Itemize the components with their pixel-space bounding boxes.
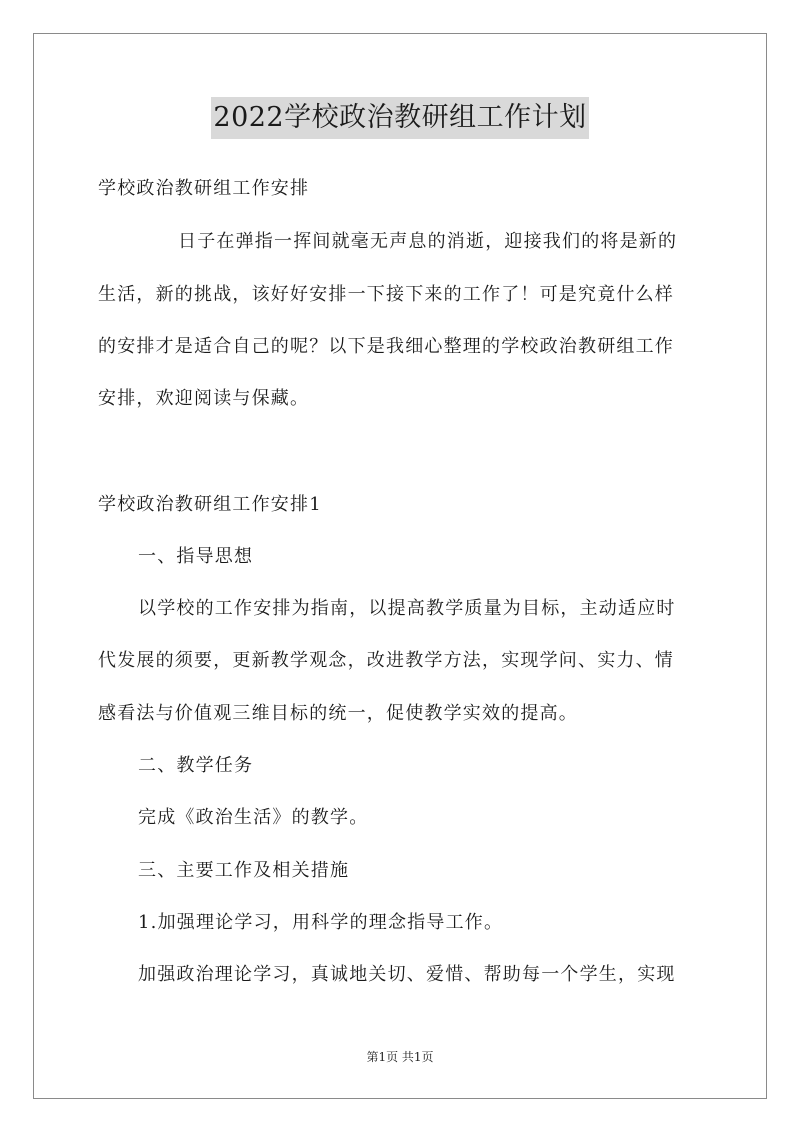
paragraph-line: 的安排才是适合自己的呢？以下是我细心整理的学校政治教研组工作 — [98, 336, 674, 357]
paragraph-line: 完成《政治生活》的教学。 — [138, 807, 369, 828]
page-footer: 第1页 共1页 — [366, 1050, 434, 1064]
section-heading: 学校政治教研组工作安排1 — [98, 494, 322, 515]
paragraph-line: 日子在弹指一挥间就毫无声息的消逝，迎接我们的将是新的 — [178, 231, 678, 252]
subsection-heading: 一、指导思想 — [138, 546, 254, 567]
document-title: 2022学校政治教研组工作计划 — [211, 97, 588, 139]
subtitle: 学校政治教研组工作安排 — [98, 178, 310, 199]
paragraph-line: 生活，新的挑战，该好好安排一下接下来的工作了！可是究竟什么样 — [98, 284, 674, 305]
paragraph-line: 安排，欢迎阅读与保藏。 — [98, 388, 310, 409]
subsection-heading: 二、教学任务 — [138, 755, 254, 776]
subsection-heading: 三、主要工作及相关措施 — [138, 860, 350, 881]
paragraph-line: 1.加强理论学习，用科学的理念指导工作。 — [138, 912, 504, 933]
paragraph-line: 以学校的工作安排为指南，以提高教学质量为目标，主动适应时 — [138, 598, 676, 619]
paragraph-line: 感看法与价值观三维目标的统一，促使教学实效的提高。 — [98, 703, 578, 724]
paragraph-line: 加强政治理论学习，真诚地关切、爱惜、帮助每一个学生，实现 — [138, 964, 676, 985]
paragraph-line: 代发展的须要，更新教学观念，改进教学方法，实现学问、实力、情 — [98, 650, 674, 671]
